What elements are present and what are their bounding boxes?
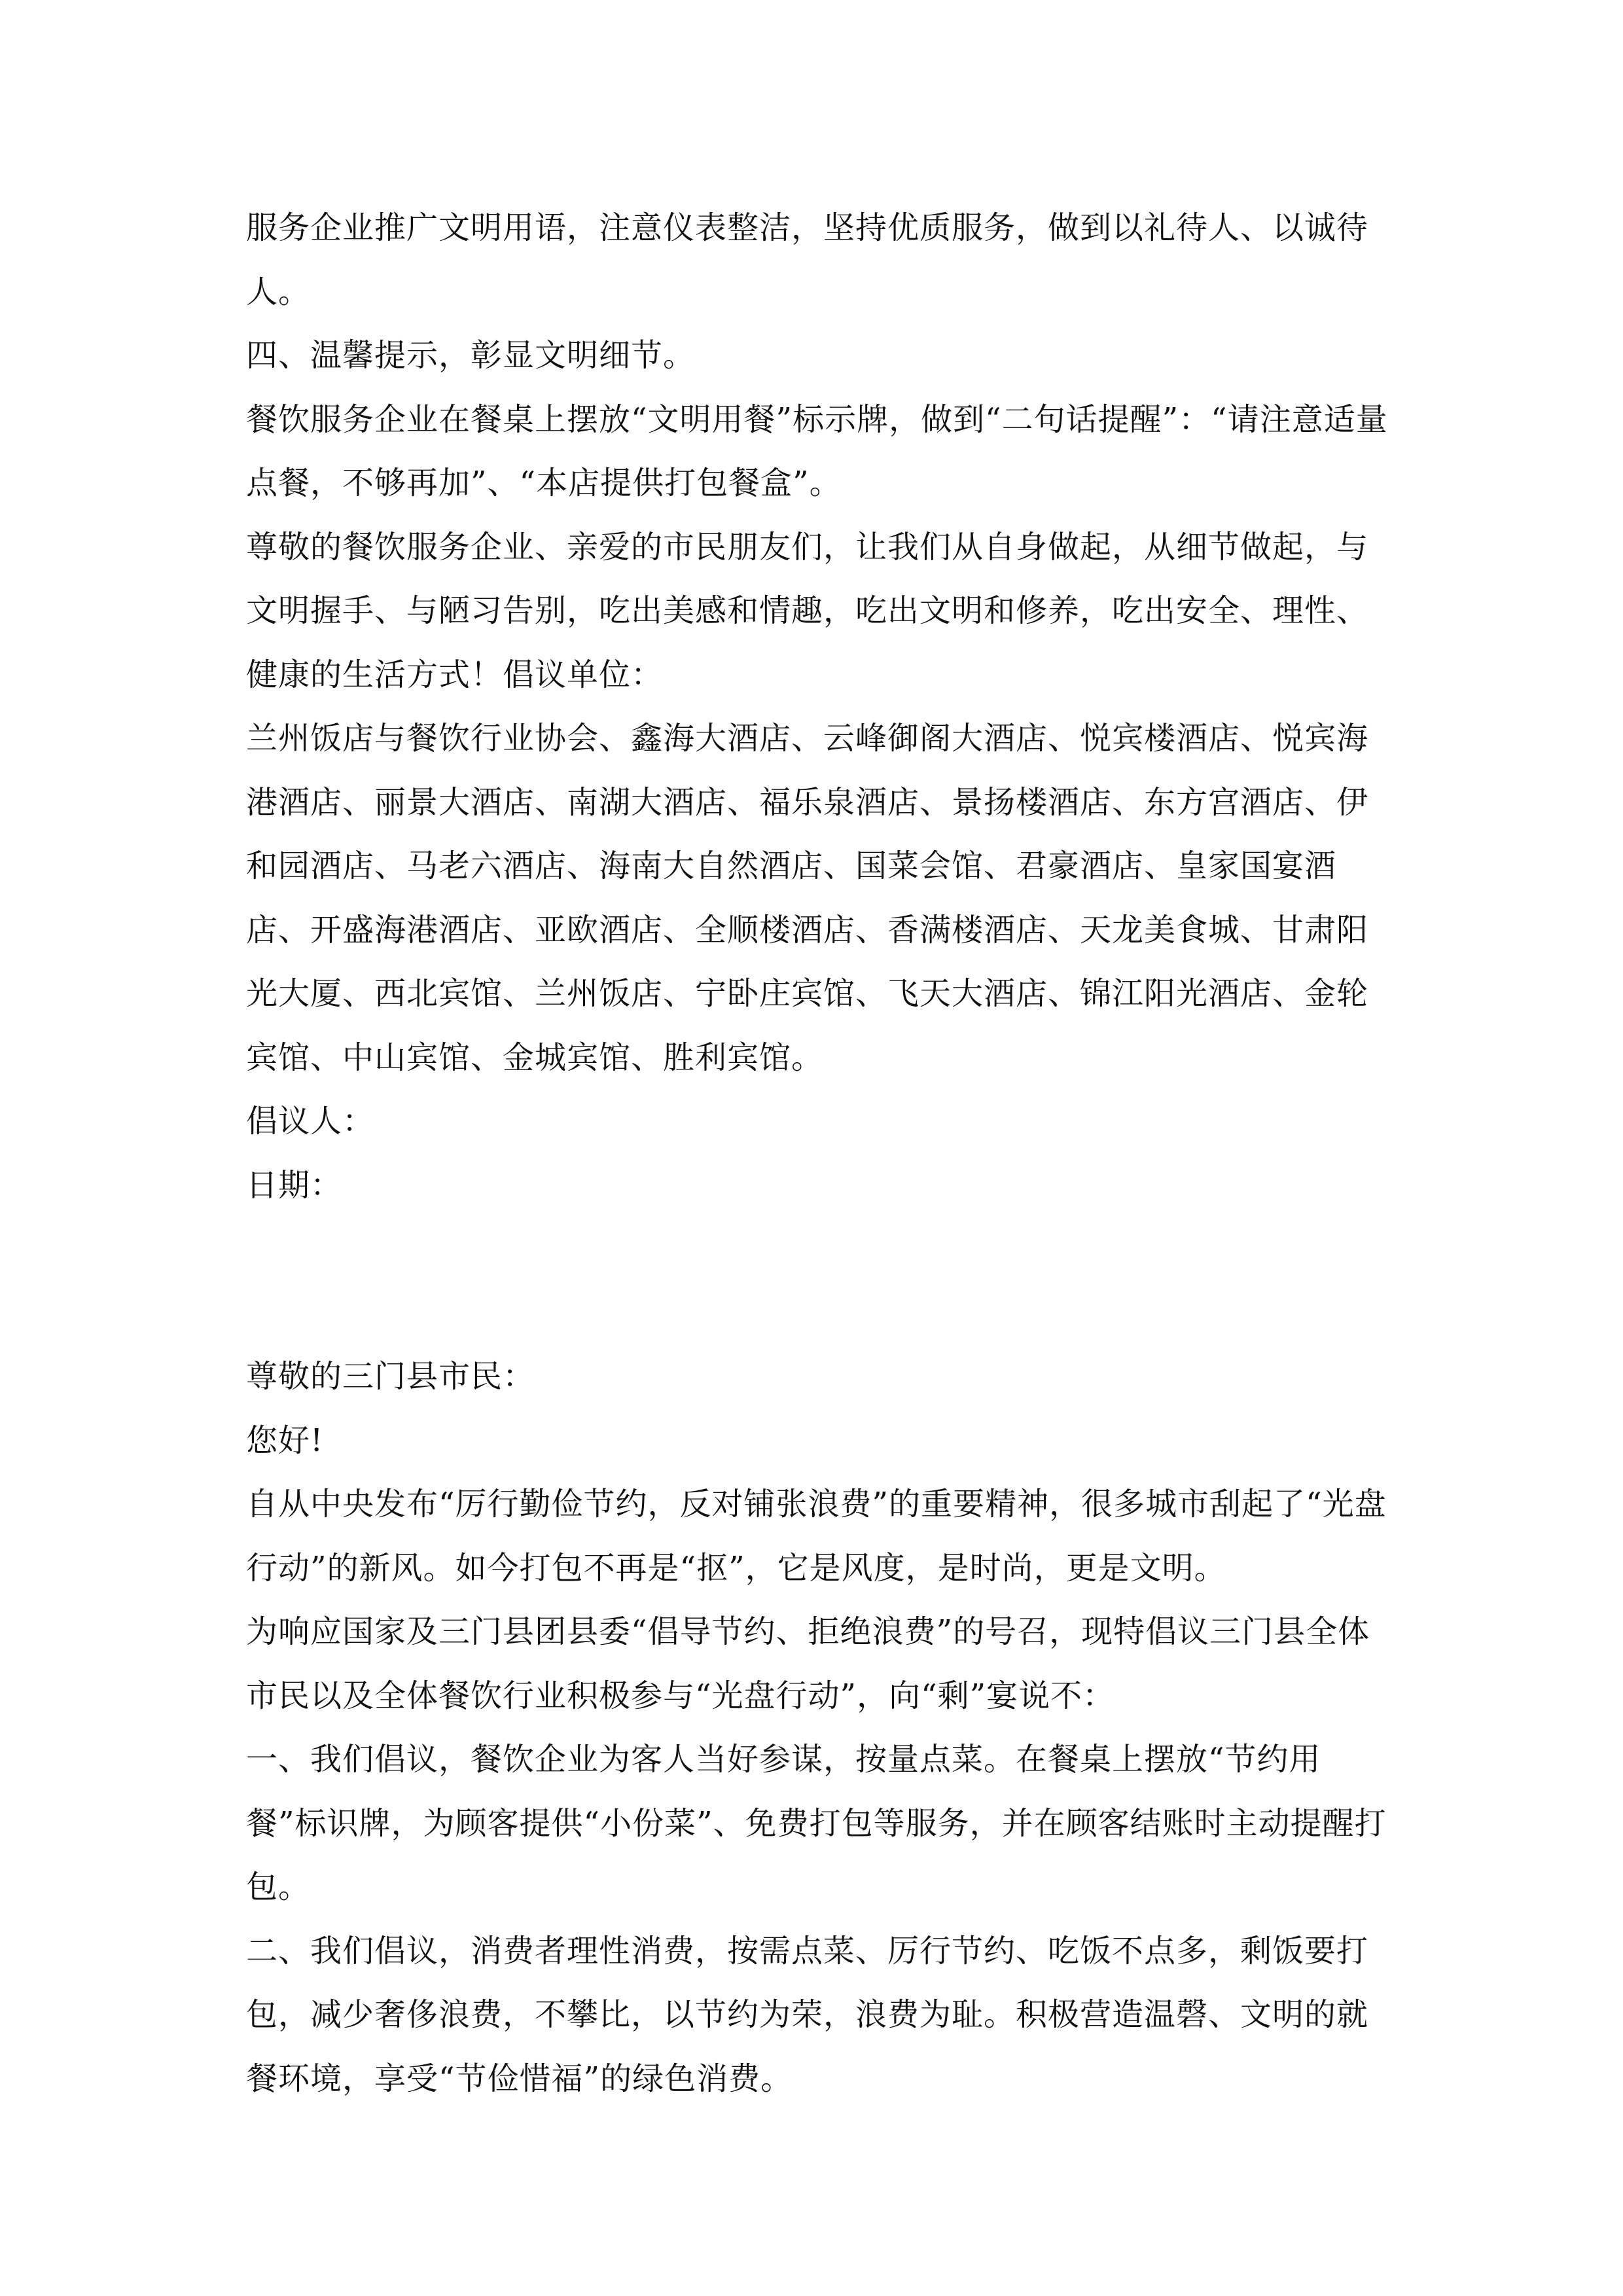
paragraph-appeal: 尊敬的餐饮服务企业、亲爱的市民朋友们，让我们从自身做起，从细节做起，与文明握手、与陋习告别，吃出美感和情趣，吃出文明和修养，吃出安全、理性、健康的生活方式！倡议单位： bbox=[246, 528, 1369, 693]
heading-warm-tips: 四、温馨提示，彰显文明细节。 bbox=[246, 337, 696, 374]
letter-salutation: 尊敬的三门县市民： bbox=[246, 1358, 535, 1395]
section-gap bbox=[246, 1217, 1398, 1345]
sanmen-letter-section bbox=[246, 1345, 1398, 2111]
paragraph-clean-plate: 自从中央发布“厉行勤俭节约，反对铺张浪费”的重要精神，很多城市刮起了“光盘行动”的新风。如今打包不再是“抠”，它是风度，是时尚，更是文明。 bbox=[246, 1486, 1387, 1587]
letter-greeting: 您好! bbox=[246, 1422, 324, 1459]
paragraph-proposal-consumers: 二、我们倡议，消费者理性消费，按需点菜、厉行节约、吃饭不点多，剩饭要打包，减少奢侈浪费，不攀比，以节约为荣，浪费为耻。积极营造温磬、文明的就餐环境，享受“节俭惜福”的绿色消费。 bbox=[246, 1932, 1369, 2097]
paragraph-initiating-units: 兰州饭店与餐饮行业协会、鑫海大酒店、云峰御阁大酒店、悦宾楼酒店、悦宾海港酒店、丽景大酒店、南湖大酒店、福乐泉酒店、景扬楼酒店、东方宫酒店、伊和园酒店、马老六酒店、海南大自然酒店、国菜会馆、君豪酒店、皇家国宴酒店、开盛海港酒店、亚欧酒店、全顺楼酒店、香满楼酒店、天龙美食城、甘肃阳光大厦、西北宾馆、兰州饭店、宁卧庄宾馆、飞天大酒店、锦江阳光酒店、金轮宾馆、中山宾馆、金城宾馆、胜利宾馆。 bbox=[246, 720, 1369, 1076]
date-label: 日期： bbox=[246, 1166, 343, 1204]
paragraph-response-call: 为响应国家及三门县团县委“倡导节约、拒绝浪费”的号召，现特倡议三门县全体市民以及全体餐饮行业积极参与“光盘行动”，向“剩”宴说不： bbox=[246, 1613, 1370, 1714]
paragraph-table-sign: 餐饮服务企业在餐桌上摆放“文明用餐”标示牌，做到“二句话提醒”：“请注意适量点餐，不够再加”、“本店提供打包餐盒”。 bbox=[246, 401, 1388, 501]
initiative-section bbox=[246, 196, 1398, 1217]
initiator-label: 倡议人： bbox=[246, 1103, 375, 1139]
document-page bbox=[246, 196, 1398, 2111]
paragraph-proposal-restaurants: 一、我们倡议，餐饮企业为客人当好参谋，按量点菜。在餐桌上摆放“节约用餐”标识牌，为顾客提供“小份菜”、免费打包等服务，并在顾客结账时主动提醒打包。 bbox=[246, 1741, 1387, 1905]
paragraph-service-etiquette: 服务企业推广文明用语，注意仪表整洁，坚持优质服务，做到以礼待人、以诚待人。 bbox=[246, 209, 1369, 310]
